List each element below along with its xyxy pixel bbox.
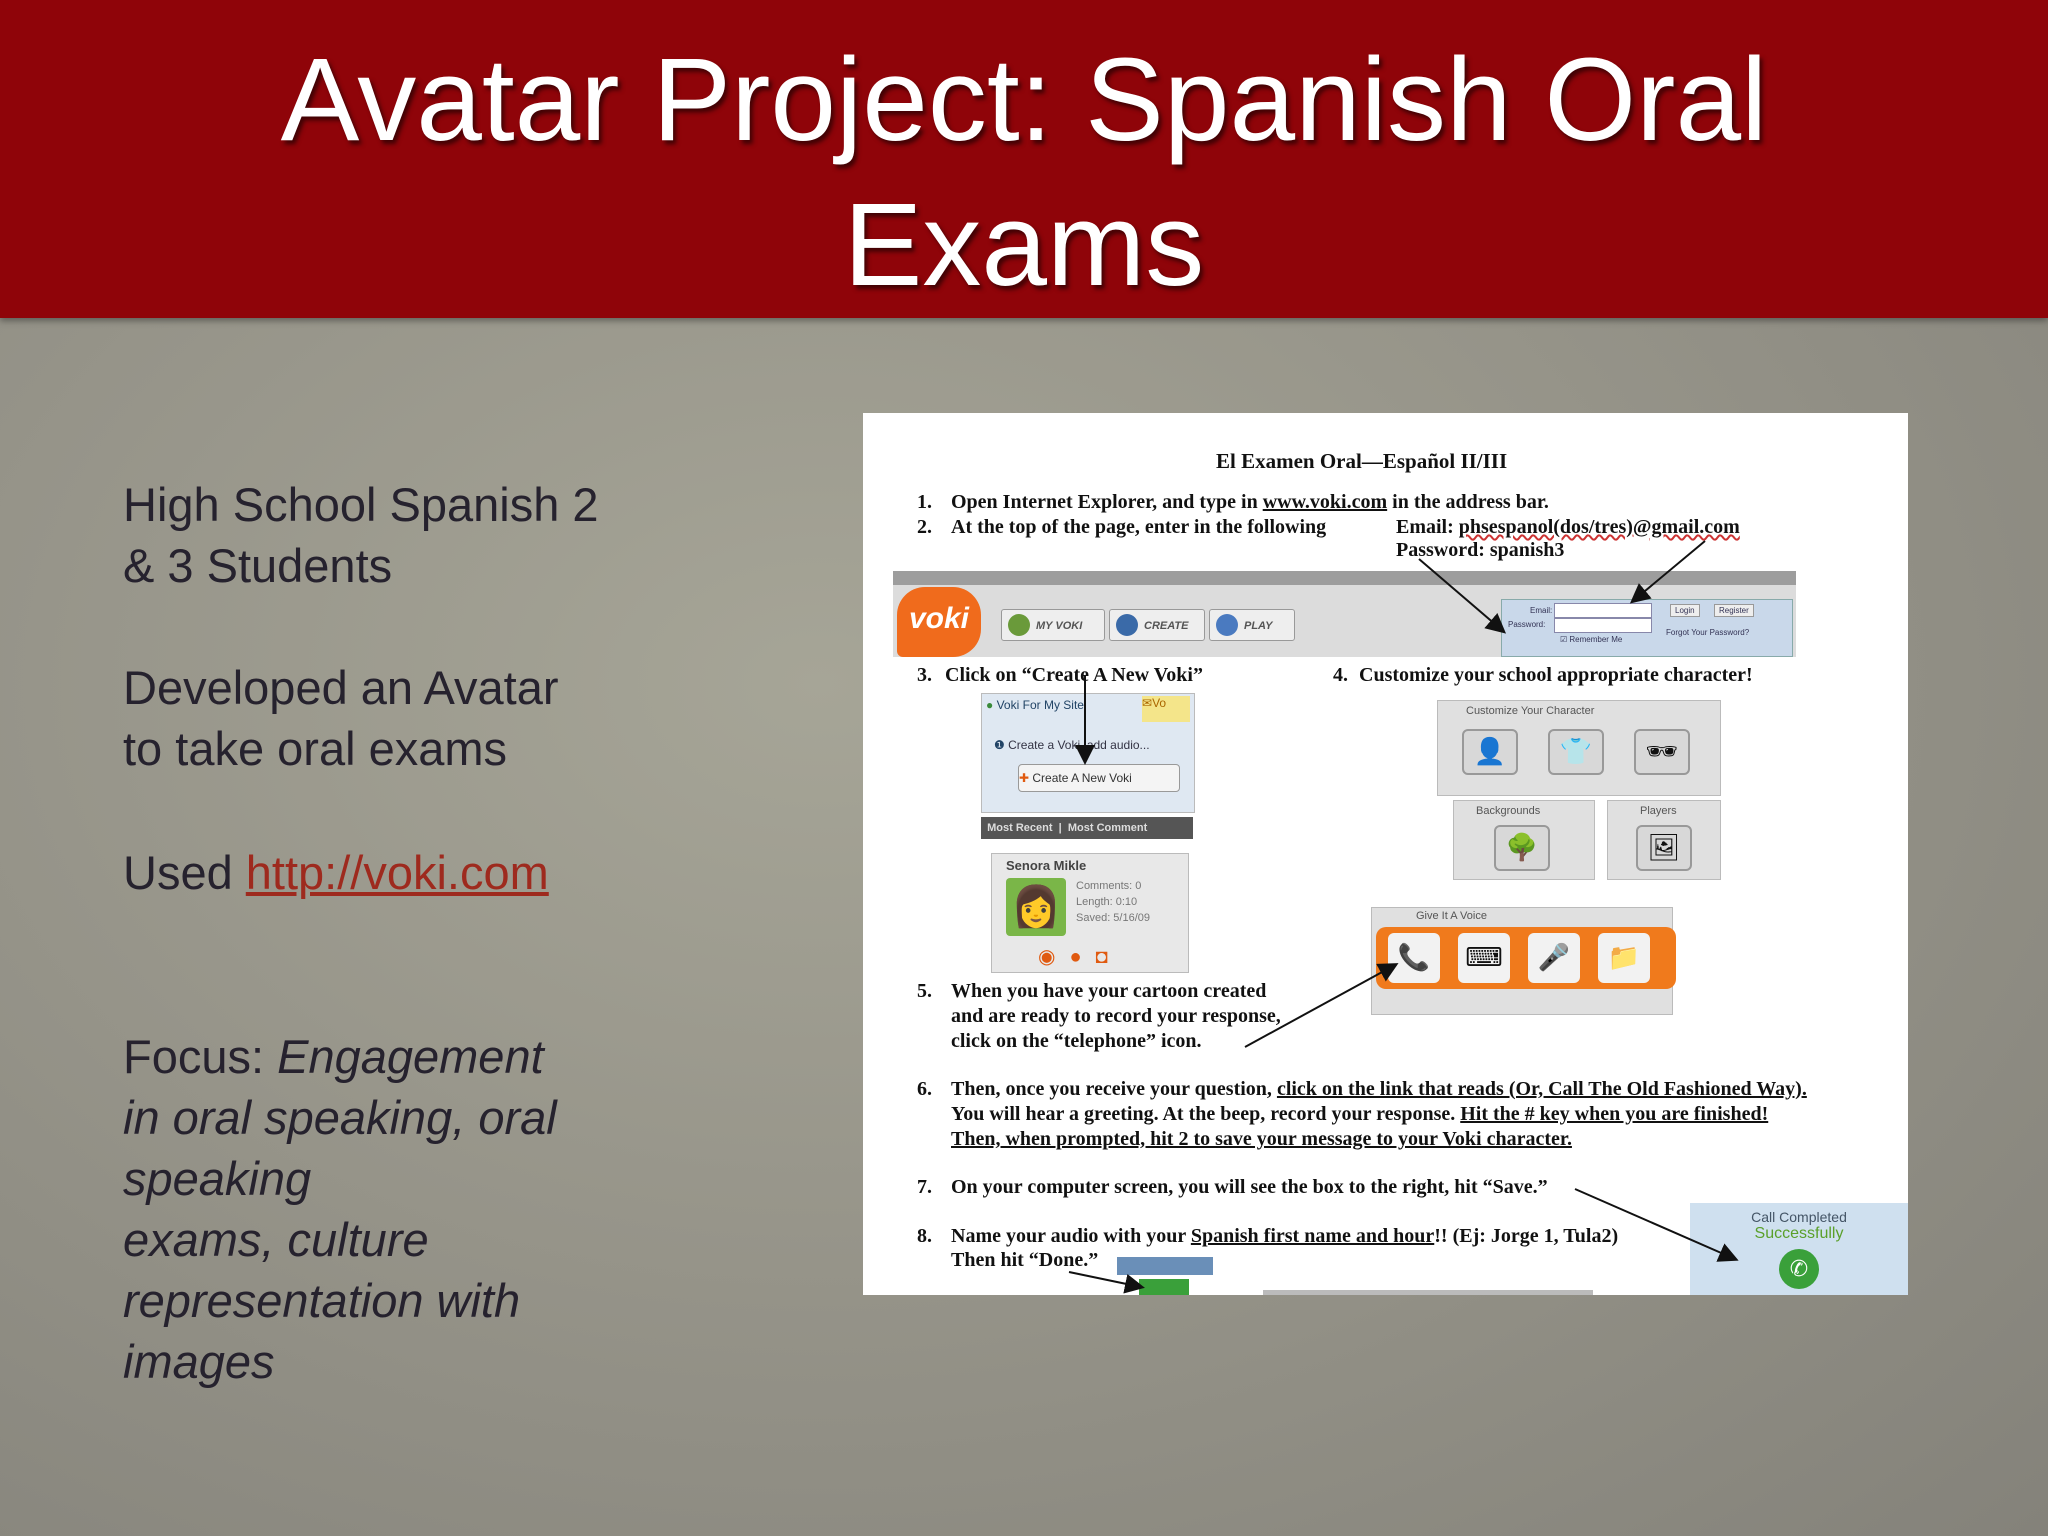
step-number: 4. bbox=[1333, 664, 1348, 686]
microphone-icon: 🎤 bbox=[1528, 933, 1580, 983]
register-button: Register bbox=[1714, 604, 1754, 617]
call-successfully-text: Successfully bbox=[1754, 1225, 1844, 1242]
step-8-text-end: !! (Ej: Jorge 1, Tula2) bbox=[1434, 1225, 1619, 1247]
backgrounds-label: Backgrounds bbox=[1476, 805, 1541, 817]
create-hint-label: Create a Voki, add audio... bbox=[1008, 738, 1150, 752]
arrow-to-password bbox=[1633, 541, 1705, 601]
password-line: Password: spanish3 bbox=[1396, 539, 1565, 561]
voki-card-length: Length: 0:10 bbox=[1076, 896, 1138, 908]
login-button: Login bbox=[1670, 604, 1700, 617]
envelope-icon: ✉ bbox=[1142, 696, 1153, 710]
step-5-line: When you have your cartoon created bbox=[951, 980, 1267, 1002]
step-one-icon: ❶ bbox=[994, 738, 1005, 752]
globe-icon: ● bbox=[986, 698, 994, 712]
focus-line: in oral speaking, oral bbox=[123, 1091, 557, 1144]
voice-title: Give It A Voice bbox=[1416, 910, 1487, 922]
most-commented-tab: Most Comment bbox=[1067, 822, 1148, 834]
focus-line: exams, culture bbox=[123, 1213, 429, 1266]
person-icon: 👤 bbox=[1462, 729, 1518, 775]
tree-icon: 🌳 bbox=[1494, 825, 1550, 871]
most-recent-tab: Most Recent bbox=[987, 822, 1053, 834]
instruction-handout bbox=[863, 413, 1908, 1295]
voki-link[interactable]: http://voki.com bbox=[245, 846, 549, 899]
site-tab-label: Voki For My Site bbox=[996, 698, 1084, 712]
step-1-text: Open Internet Explorer, and type in bbox=[951, 491, 1263, 513]
step-8-text: Name your audio with your bbox=[951, 1225, 1191, 1247]
step-number: 8. bbox=[917, 1225, 932, 1247]
email-label: Email: bbox=[1396, 516, 1459, 538]
step-4: Customize your school appropriate character! bbox=[1359, 664, 1753, 686]
recent-tabs: Most Recent | Most Comment bbox=[981, 817, 1193, 839]
create-new-voki-label: Create A New Voki bbox=[1032, 771, 1132, 785]
focus-label: Focus: bbox=[123, 1030, 278, 1083]
voki-card-saved: Saved: 5/16/09 bbox=[1076, 912, 1151, 924]
keyboard-icon: ⌨ bbox=[1458, 933, 1510, 983]
audience-line-2: & 3 Students bbox=[123, 539, 393, 592]
focus-line: representation with bbox=[123, 1274, 521, 1327]
step-number: 3. bbox=[917, 664, 932, 686]
email-value: phsespanol(dos/tres)@gmail.com bbox=[1458, 516, 1740, 538]
arrow-to-email bbox=[1419, 559, 1503, 631]
slide-title-line-2: Exams bbox=[843, 179, 1205, 311]
slide-title-line-1: Avatar Project: Spanish Oral bbox=[280, 34, 1768, 166]
developed-line-2: to take oral exams bbox=[123, 722, 508, 775]
step-1-link: www.voki.com bbox=[1262, 491, 1388, 513]
title-banner bbox=[0, 0, 2048, 318]
focus-line: speaking bbox=[123, 1152, 312, 1205]
developed-line-1: Developed an Avatar bbox=[123, 661, 559, 714]
customize-title: Customize Your Character bbox=[1466, 705, 1595, 717]
arrow-to-done bbox=[1069, 1272, 1141, 1287]
developed-text bbox=[123, 657, 559, 779]
step-6-line-2-text: You will hear a greeting. At the beep, record your response. bbox=[951, 1103, 1461, 1125]
step-3: Click on “Create A New Voki” bbox=[945, 664, 1203, 686]
step-number: 1. bbox=[917, 491, 932, 513]
my-voki-label: MY VOKI bbox=[1036, 620, 1083, 632]
clothes-icon: 👕 bbox=[1548, 729, 1604, 775]
step-8-line-2: Then hit “Done.” bbox=[951, 1249, 1099, 1271]
players-label: Players bbox=[1640, 805, 1677, 817]
phone-success-icon: ✆ bbox=[1779, 1249, 1819, 1289]
step-6-text: Then, once you receive your question, bbox=[951, 1078, 1277, 1100]
telephone-icon: 📞 bbox=[1388, 933, 1440, 983]
pointer-arrows bbox=[863, 413, 1908, 1295]
vo-tab-label: Vo bbox=[1152, 696, 1167, 710]
folder-icon: 📁 bbox=[1598, 933, 1650, 983]
remember-me-label: Remember Me bbox=[1569, 635, 1623, 644]
card-action-icons: ◉●◘ bbox=[1038, 946, 1122, 968]
step-number: 7. bbox=[917, 1176, 932, 1198]
used-text bbox=[123, 842, 549, 903]
remember-me: ☑ Remember Me bbox=[1560, 635, 1623, 644]
step-2: At the top of the page, enter in the following bbox=[951, 516, 1327, 538]
voki-card-name: Senora Mikle bbox=[1006, 858, 1087, 873]
audience-text bbox=[123, 474, 599, 596]
step-8-underlined: Spanish first name and hour bbox=[1190, 1225, 1435, 1247]
used-label: Used bbox=[123, 846, 246, 899]
step-5-line: click on the “telephone” icon. bbox=[951, 1030, 1202, 1052]
arrow-to-telephone bbox=[1245, 965, 1395, 1047]
step-6-line-2-underlined: Hit the # key when you are finished! bbox=[1460, 1103, 1769, 1125]
audience-line-1: High School Spanish 2 bbox=[123, 478, 599, 531]
forgot-password-link: Forgot Your Password? bbox=[1666, 628, 1750, 637]
call-completed-text: Call Completed bbox=[1751, 1209, 1847, 1225]
sunglasses-icon: 🕶 bbox=[1634, 729, 1690, 775]
step-1-text-end: in the address bar. bbox=[1387, 491, 1549, 513]
frame-icon: 🖼 bbox=[1636, 825, 1692, 871]
focus-text bbox=[123, 1026, 557, 1392]
plus-icon: ✚ bbox=[1019, 771, 1033, 785]
step-5-line: and are ready to record your response, bbox=[951, 1005, 1281, 1027]
focus-line: Engagement bbox=[277, 1030, 544, 1083]
step-number: 5. bbox=[917, 980, 932, 1002]
avatar: 👩 bbox=[1006, 878, 1066, 936]
slide-title bbox=[0, 28, 2048, 318]
focus-line: images bbox=[123, 1335, 275, 1388]
voki-card-comments: Comments: 0 bbox=[1076, 880, 1142, 892]
login-email-label: Email: bbox=[1530, 606, 1553, 615]
login-password-label: Password: bbox=[1508, 620, 1546, 629]
create-label: CREATE bbox=[1144, 620, 1189, 632]
step-number: 2. bbox=[917, 516, 932, 538]
arrow-to-call-box bbox=[1575, 1189, 1735, 1259]
step-6-line-3: Then, when prompted, hit 2 to save your message to your Voki character. bbox=[951, 1128, 1572, 1150]
step-number: 6. bbox=[917, 1078, 932, 1100]
play-label: PLAY bbox=[1244, 620, 1273, 632]
voki-logo: voki bbox=[897, 587, 981, 657]
step-7: On your computer screen, you will see the box to the right, hit “Save.” bbox=[951, 1176, 1548, 1198]
handout-heading: El Examen Oral—Español II/III bbox=[1216, 449, 1508, 473]
step-6-link: click on the link that reads (Or, Call The Old Fashioned Way). bbox=[1276, 1078, 1807, 1100]
